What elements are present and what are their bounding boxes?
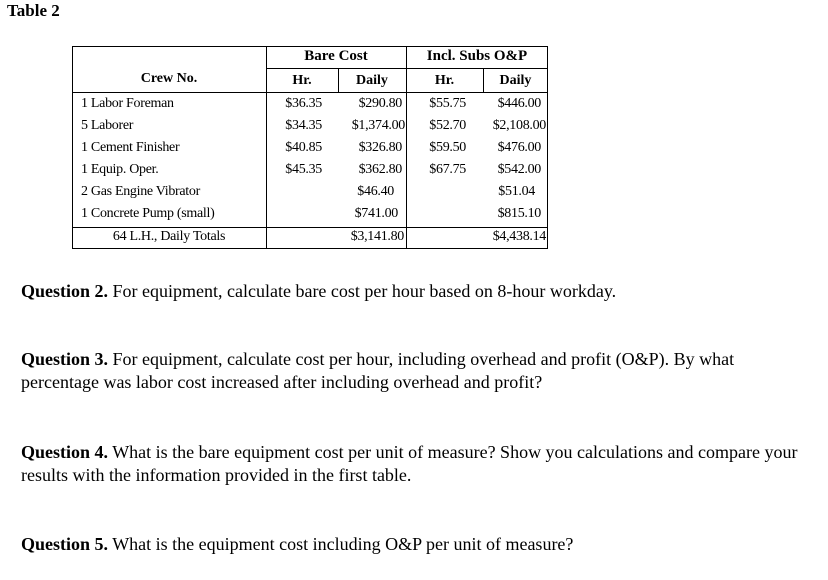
total-label: 64 L.H., Daily Totals	[112, 229, 226, 244]
incl-hr-cell: $55.75	[429, 96, 466, 111]
incl-daily-cell: $51.04	[498, 184, 535, 199]
crew-cost-table	[72, 46, 548, 249]
total-incl-daily: $4,438.14	[492, 229, 546, 244]
bare-hr-cell: $34.35	[285, 118, 322, 133]
incl-hr-cell: $59.50	[429, 140, 466, 155]
bare-daily-cell: $326.80	[358, 140, 402, 155]
table-bottom-border	[72, 248, 548, 249]
incl-daily-cell: $476.00	[497, 140, 541, 155]
crew-cell: 1 Concrete Pump (small)	[81, 206, 215, 221]
table-top-border	[72, 46, 548, 47]
table-title: Table 2	[7, 1, 60, 20]
crew-cell: 1 Cement Finisher	[81, 140, 180, 155]
bare-daily-cell: $362.80	[358, 162, 402, 177]
question-label: Question 5.	[21, 534, 109, 554]
question-text: For equipment, calculate cost per hour, including overhead and profit (O&P). By what percentage was labor cost increased after including overhead and profit?	[21, 349, 735, 392]
question-3	[21, 348, 811, 394]
question-4	[21, 441, 811, 487]
bare-daily-cell: $46.40	[357, 184, 394, 199]
question-2	[21, 280, 811, 303]
question-text: For equipment, calculate bare cost per hour based on 8-hour workday.	[108, 281, 617, 301]
question-label: Question 2.	[21, 281, 109, 301]
bare-daily-header: Daily	[356, 73, 388, 88]
bare-hr-header: Hr.	[292, 73, 312, 88]
bare-hr-cell: $40.85	[285, 140, 322, 155]
total-divider	[72, 227, 548, 228]
incl-hr-cell: $52.70	[429, 118, 466, 133]
question-label: Question 3.	[21, 349, 109, 369]
crew-cell: 2 Gas Engine Vibrator	[81, 184, 200, 199]
question-text: What is the equipment cost including O&P per unit of measure?	[108, 534, 574, 554]
incl-daily-cell: $446.00	[497, 96, 541, 111]
crew-cell: 1 Equip. Oper.	[81, 162, 159, 177]
bare-cost-header: Bare Cost	[304, 48, 368, 64]
incl-daily-cell: $542.00	[497, 162, 541, 177]
incl-daily-header: Daily	[499, 73, 532, 88]
incl-daily-cell: $2,108.00	[492, 118, 546, 133]
question-label: Question 4.	[21, 442, 109, 462]
crew-no-header: Crew No.	[140, 71, 198, 86]
bare-hr-cell: $45.35	[285, 162, 322, 177]
bare-daily-cell: $1,374.00	[351, 118, 405, 133]
incl-hr-header: Hr.	[434, 73, 455, 88]
incl-subs-header: Incl. Subs O&P	[426, 48, 528, 64]
question-5	[21, 533, 811, 556]
bare-hr-cell: $36.35	[285, 96, 322, 111]
group-header-divider	[266, 68, 548, 69]
bare-daily-cell: $741.00	[354, 206, 398, 221]
crew-cell: 5 Laborer	[81, 118, 134, 133]
incl-daily-cell: $815.10	[497, 206, 541, 221]
incl-hr-cell: $67.75	[429, 162, 466, 177]
crew-cell: 1 Labor Foreman	[81, 96, 174, 111]
bare-daily-cell: $290.80	[358, 96, 402, 111]
header-divider	[72, 92, 548, 93]
question-text: What is the bare equipment cost per unit of measure? Show you calculations and compare your results with the information provided in the first table.	[21, 442, 798, 485]
total-bare-daily: $3,141.80	[350, 229, 404, 244]
